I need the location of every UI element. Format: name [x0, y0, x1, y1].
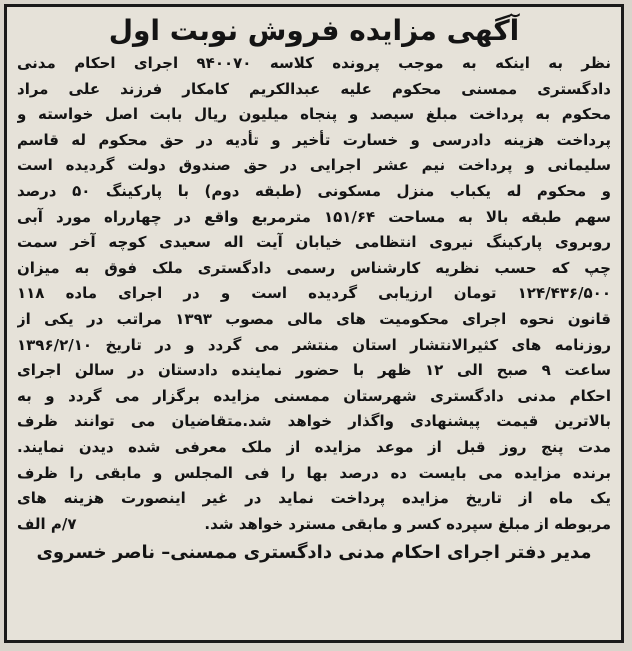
notice-line: محکوم به پرداخت مبلغ سیصد و پنجاه میلیون ریال بابت اصل خواسته و: [17, 105, 611, 124]
notice-line: پرداخت هزینه دادرسی و خسارت تأخیر و تأدیه در حق محکوم له قاسم: [17, 130, 611, 149]
notice-line: ۱۲۴/۴۳۶/۵۰۰ تومان ارزیابی گردیده است و در اجرای ماده ۱۱۸: [17, 284, 611, 303]
notice-line: ساعت ۹ صبح الی ۱۲ ظهر با حضور نماینده دادستان در سالن اجرای: [17, 361, 611, 380]
notice-line: و محکوم له یکباب منزل مسکونی (طبقه دوم) با پارکینگ ۵۰ درصد: [17, 181, 611, 200]
notice-line: سهم طبقه بالا به مساحت ۱۵۱/۶۴ مترمربع واقع در چهارراه مورد آبی: [17, 207, 611, 226]
notice-title: آگهی مزایده فروش نوبت اول: [108, 14, 520, 47]
notice-line: چپ که حسب نظریه کارشناس رسمی دادگستری ملک فوق به میزان: [17, 258, 611, 277]
notice-line: مدت پنج روز قبل از موعد مزایده از ملک معرفی شده دیدن نمایند.: [17, 437, 611, 456]
notice-line: روزنامه های کثیرالانتشار استان منتشر می گردد و در تاریخ ۱۳۹۶/۲/۱۰: [17, 335, 611, 354]
closing-row: [7, 512, 621, 537]
notice-line: سلیمانی و پرداخت نیم عشر اجرایی در حق صندوق دولت گردیده است: [17, 156, 611, 175]
notice-line: یک ماه از تاریخ مزایده پرداخت نماید در غیر اینصورت هزینه های: [17, 489, 611, 508]
notice-line: قانون نحوه اجرای محکومیت های مالی مصوب ۱۳۹۳ مراتب در یکی از: [17, 309, 611, 328]
notice-line: بالاترین قیمت پیشنهادی واگذار خواهد شد.متقاضیان می توانند ظرف: [17, 412, 611, 431]
auction-notice: [4, 4, 624, 643]
signature-line: مدیر دفتر اجرای احکام مدنی دادگستری ممسنی– ناصر خسروی: [36, 541, 592, 563]
notice-body: [7, 51, 621, 512]
notice-line: احکام مدنی دادگستری شهرستان ممسنی مزایده برگزار می گردد و به: [17, 386, 611, 405]
notice-line: نظر به اینکه به موجب پرونده کلاسه ۹۴۰۰۷۰ اجرای احکام مدنی: [17, 54, 611, 72]
notice-last-line: مربوطه از مبلغ سپرده کسر و مابقی مسترد خواهد شد.: [204, 514, 611, 533]
notice-code: ۷/م الف: [17, 514, 77, 533]
notice-line: روبروی پارکینگ نیروی انتظامی خیابان آیت اله سعیدی کوچه آخر سمت: [17, 233, 611, 252]
notice-line: دادگستری ممسنی محکوم علیه عبدالکریم کامکار فرزند علی مراد: [17, 79, 611, 98]
notice-line: برنده مزایده می بایست ده درصد بها را فی المجلس و مابقی را ظرف: [17, 463, 611, 482]
